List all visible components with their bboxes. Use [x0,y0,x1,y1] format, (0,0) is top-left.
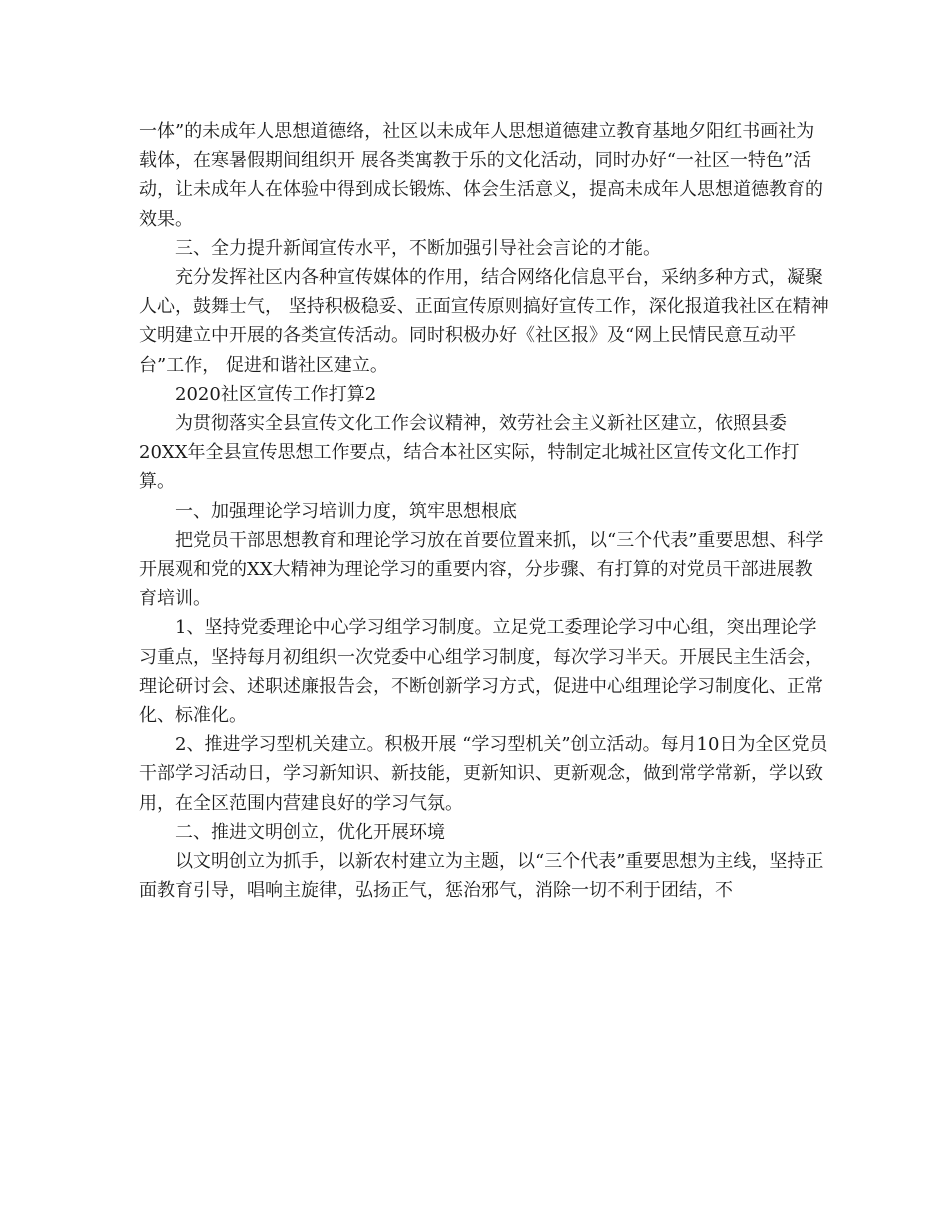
paragraph-3: 充分发挥社区内各种宣传媒体的作用，结合网络化信息平台，采纳多种方式，凝聚人心，鼓舞士气， 坚持积极稳妥、正面宣传原则搞好宣传工作，深化报道我社区在精神文明建立中开展的各类宣传活动。同时积极办好《社区报》及“网上民情民意互动平台”工作， 促进和谐社区建立。 [139,267,829,376]
section-heading-3: 三、全力提升新闻宣传水平，不断加强引导社会言论的才能。 [175,237,661,259]
section-heading-2: 二、推进文明创立，优化开展环境 [175,821,445,843]
document-title-2: 2020社区宣传工作打算2 [175,383,377,405]
paragraph-7: 把党员干部思想教育和理论学习放在首要位置来抓，以“三个代表”重要思想、科学开展观和党的XX大精神为理论学习的重要内容，分步骤、有打算的对党员干部进展教育培训。 [139,529,824,610]
paragraph-9: 2、推进学习型机关建立。积极开展 “学习型机关”创立活动。每月10日为全区党员干部学习活动日，学习新知识、新技能，更新知识、更新观念，做到常学常新，学以致用，在全区范围内营建良好的学习气氛。 [139,734,828,814]
paragraph-8: 1、坚持党委理论中心学习组学习制度。立足党工委理论学习中心组，突出理论学习重点，坚持每月初组织一次党委中心组学习制度，每次学习半天。开展民主生活会，理论研讨会、述职述廉报告会，不断创新学习方式，促进中心组理论学习制度化、正常化、标准化。 [139,617,823,727]
paragraph-11: 以文明创立为抓手，以新农村建立为主题，以“三个代表”重要思想为主线，坚持正面教育引导，唱响主旋律，弘扬正气，惩治邪气，消除一切不利于团结，不 [139,851,824,902]
document-body [139,117,829,905]
paragraph-1: 一体”的未成年人思想道德络，社区以未成年人思想道德建立教育基地夕阳红书画社为载体，在寒暑假期间组织开 展各类寓教于乐的文化活动，同时办好“一社区一特色”活动，让未成年人在体验中得到成长锻炼、体会生活意义，提高未成年人思想道德教育的效果。 [139,121,823,230]
paragraph-5: 为贯彻落实全县宣传文化工作会议精神，效劳社会主义新社区建立，依照县委20XX年全县宣传思想工作要点，结合本社区实际，特制定北城社区宣传文化工作打算。 [139,413,800,493]
section-heading-1: 一、加强理论学习培训力度，筑牢思想根底 [175,500,517,522]
